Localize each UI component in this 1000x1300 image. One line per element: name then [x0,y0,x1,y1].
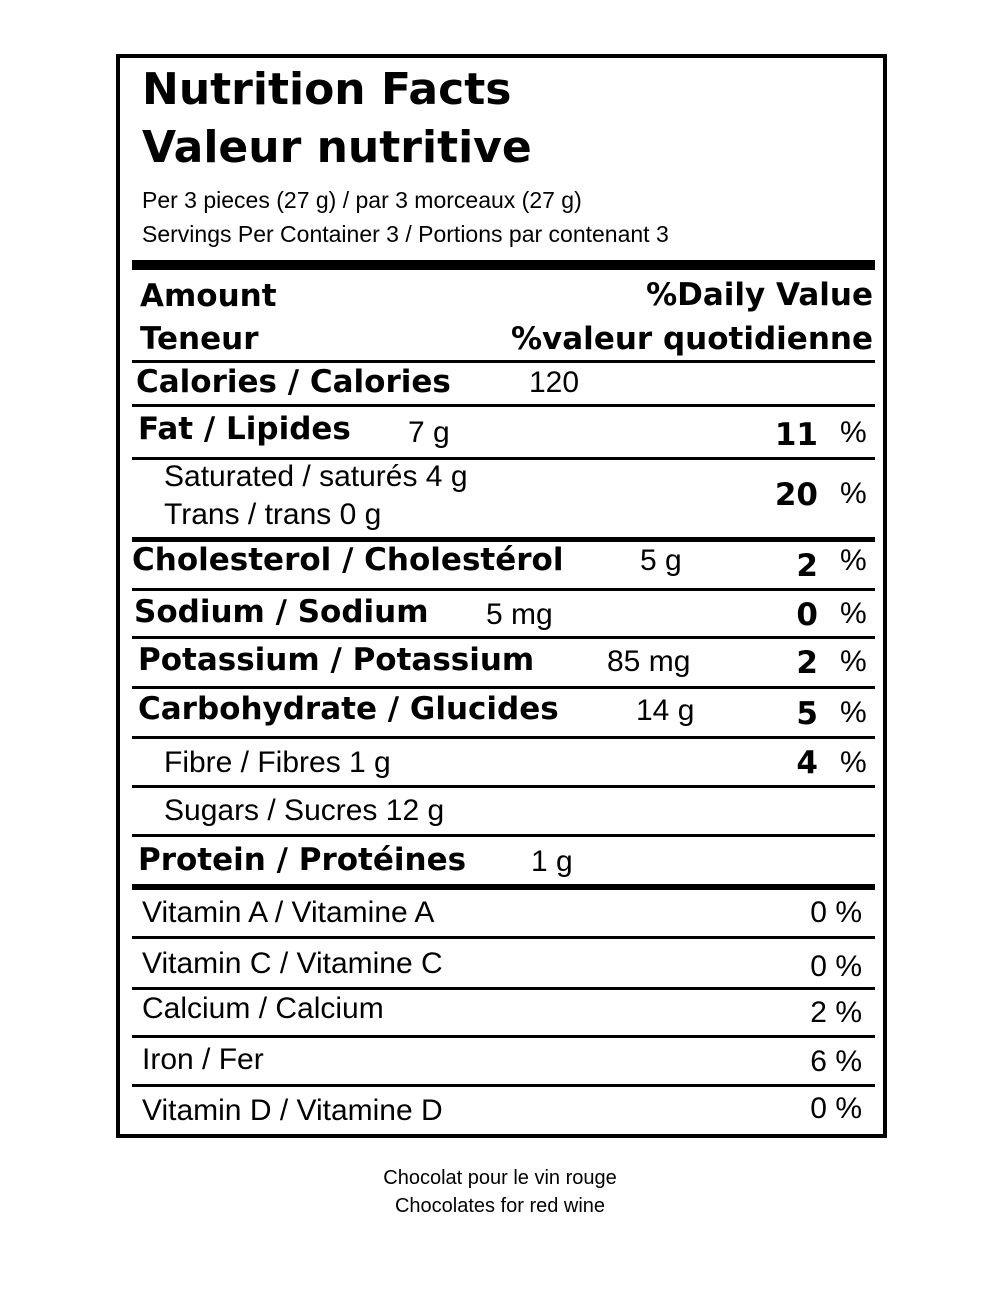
divider [132,1035,875,1038]
divider [132,736,875,739]
calories-label: Calories / Calories [136,364,451,400]
cholesterol-label: Cholesterol / Cholestérol [132,542,564,578]
sugars-label: Sugars / Sucres 12 g [164,794,445,827]
saturated-trans-daily-value: 20 [774,477,818,513]
fat-label: Fat / Lipides [138,411,351,447]
fat-percent-sign: % [840,416,867,449]
divider [132,636,875,639]
carbohydrate-percent-sign: % [840,696,867,729]
divider [132,936,875,939]
serving-size: Per 3 pieces (27 g) / par 3 morceaux (27 g) [142,187,582,213]
calcium-daily-value: 2 % [810,996,862,1029]
potassium-label: Potassium / Potassium [138,642,535,678]
title-french: Valeur nutritive [142,122,532,173]
fat-daily-value: 11 [774,417,818,453]
calories-value: 120 [529,366,580,399]
sodium-amount: 5 mg [486,598,553,631]
fibre-daily-value: 4 [796,745,818,781]
divider [132,1084,875,1087]
divider [132,360,875,363]
divider [132,834,875,837]
vitamin-c-label: Vitamin C / Vitamine C [142,947,443,980]
vitamin-a-daily-value: 0 % [810,896,862,929]
potassium-daily-value: 2 [796,645,818,681]
trans-label: Trans / trans 0 g [164,498,382,531]
servings-per-container: Servings Per Container 3 / Portions par contenant 3 [142,221,669,247]
vitamin-a-label: Vitamin A / Vitamine A [142,896,435,929]
carbohydrate-amount: 14 g [636,694,695,727]
divider [132,987,875,990]
cholesterol-percent-sign: % [840,544,867,577]
protein-label: Protein / Protéines [138,842,467,878]
vitamin-c-daily-value: 0 % [810,950,862,983]
iron-label: Iron / Fer [142,1043,264,1076]
potassium-amount: 85 mg [607,645,691,678]
calcium-label: Calcium / Calcium [142,992,384,1025]
saturated-label: Saturated / saturés 4 g [164,460,468,493]
divider [132,785,875,788]
iron-daily-value: 6 % [810,1045,862,1078]
title-english: Nutrition Facts [142,64,512,115]
nutrition-facts-table [116,54,887,1138]
divider [132,404,875,407]
sodium-label: Sodium / Sodium [134,594,429,630]
cholesterol-daily-value: 2 [796,548,818,584]
header-daily-value: %Daily Value [646,277,873,313]
header-amount: Amount [140,278,277,314]
caption-english: Chocolates for red wine [394,1195,606,1217]
thick-divider [132,884,875,890]
fat-amount: 7 g [408,416,450,449]
carbohydrate-label: Carbohydrate / Glucides [138,691,559,727]
fibre-percent-sign: % [840,746,867,779]
thick-divider-top [132,260,875,270]
fibre-label: Fibre / Fibres 1 g [164,746,391,779]
sodium-daily-value: 0 [796,597,818,633]
sodium-percent-sign: % [840,597,867,630]
vitamin-d-daily-value: 0 % [810,1092,862,1125]
header-valeur-quotidienne: %valeur quotidienne [511,321,873,357]
divider [132,588,875,591]
potassium-percent-sign: % [840,645,867,678]
protein-amount: 1 g [531,845,573,878]
divider [132,686,875,689]
header-teneur: Teneur [140,321,259,357]
vitamin-d-label: Vitamin D / Vitamine D [142,1094,443,1127]
caption-french: Chocolat pour le vin rouge [383,1167,617,1189]
saturated-trans-percent-sign: % [840,477,867,510]
cholesterol-amount: 5 g [640,544,682,577]
carbohydrate-daily-value: 5 [796,696,818,732]
